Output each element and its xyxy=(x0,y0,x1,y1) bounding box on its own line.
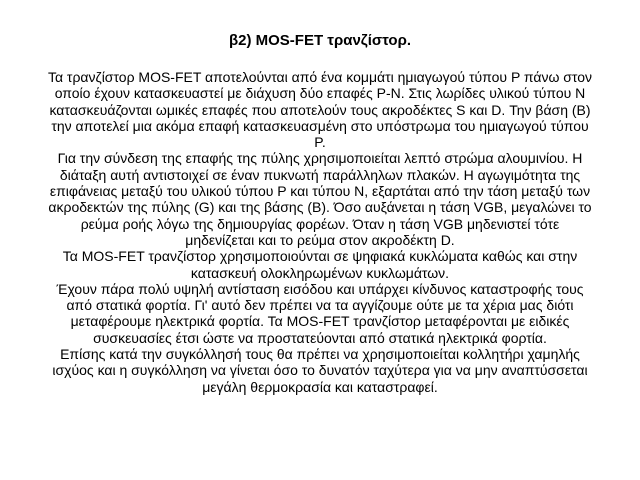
text-line: ακροδεκτών της πύλης (G) και της βάσης (B). Όσο αυξάνεται η τάση VGB, μεγαλώνει το xyxy=(48,199,592,216)
text-line: κατασκευάζονται ωμικές επαφές που αποτελούν τους ακροδέκτες S και D. Την βάση (B) xyxy=(49,101,591,118)
text-line: κατασκευή ολοκληρωμένων κυκλωμάτων. xyxy=(190,264,450,281)
text-line: οποίο έχουν κατασκευαστεί με διάχυση δύο επαφές P-N. Στις λωρίδες υλικού τύπου N xyxy=(54,85,586,102)
text-line: διάταξη αυτή αντιστοιχεί σε έναν πυκνωτή παράλληλων πλακών. Η αγωγιμότητα της xyxy=(59,166,581,183)
text-line: P. xyxy=(314,134,326,151)
text-line: την αποτελεί μια ακόμα επαφή κατασκευασμένη στο υπόστρωμα του ημιαγωγού τύπου xyxy=(51,117,589,134)
text-line: συσκευασίες έτσι ώστε να προστατεύονται από στατικά ηλεκτρικά φορτία. xyxy=(93,329,547,346)
text-line: επιφάνειας μεταξύ του υλικού τύπου P και τύπου N, εξαρτάται από την τάση μεταξύ των xyxy=(49,183,591,200)
text-line: από στατικά φορτία. Γι' αυτό δεν πρέπει να τα αγγίζουμε ούτε με τα χέρια μας διότι xyxy=(66,297,574,314)
page-title: β2) MOS-FET τρανζίστορ. xyxy=(228,32,412,49)
text-line: μηδενίζεται και το ρεύμα στον ακροδέκτη D. xyxy=(185,231,455,248)
text-line: Τα τρανζίστορ MOS-FET αποτελούνται από ένα κομμάτι ημιαγωγού τύπου P πάνω στον xyxy=(47,69,593,85)
text-line: Τα MOS-FET τρανζίστορ χρησιμοποιούνται σε ψηφιακά κυκλώματα καθώς και στην xyxy=(62,248,578,265)
text-line: μεγάλη θερμοκρασία και καταστραφεί. xyxy=(202,378,438,395)
text-line: ισχύος και η συγκόλληση να γίνεται όσο το δυνατόν ταχύτερα για να μην αναπτύσσεται xyxy=(52,362,588,379)
text-line: μεταφέρουμε ηλεκτρικά φορτία. Τα MOS-FET τρανζίστορ μεταφέρονται με ειδικές xyxy=(70,313,570,330)
text-line: ρεύμα ροής λόγω της δημιουργίας φορέων. Όταν η τάση VGB μηδενιστεί τότε xyxy=(80,215,560,232)
text-line: Για την σύνδεση της επαφής της πύλης χρησιμοποιείται λεπτό στρώμα αλουμινίου. Η xyxy=(57,150,583,167)
text-line: Επίσης κατά την συγκόλλησή τους θα πρέπει να χρησιμοποιείται κολλητήρι χαμηλής xyxy=(60,346,580,363)
text-line: Έχουν πάρα πολύ υψηλή αντίσταση εισόδου και υπάρχει κίνδυνος καταστροφής τους xyxy=(56,280,584,297)
body-text xyxy=(4,69,636,395)
